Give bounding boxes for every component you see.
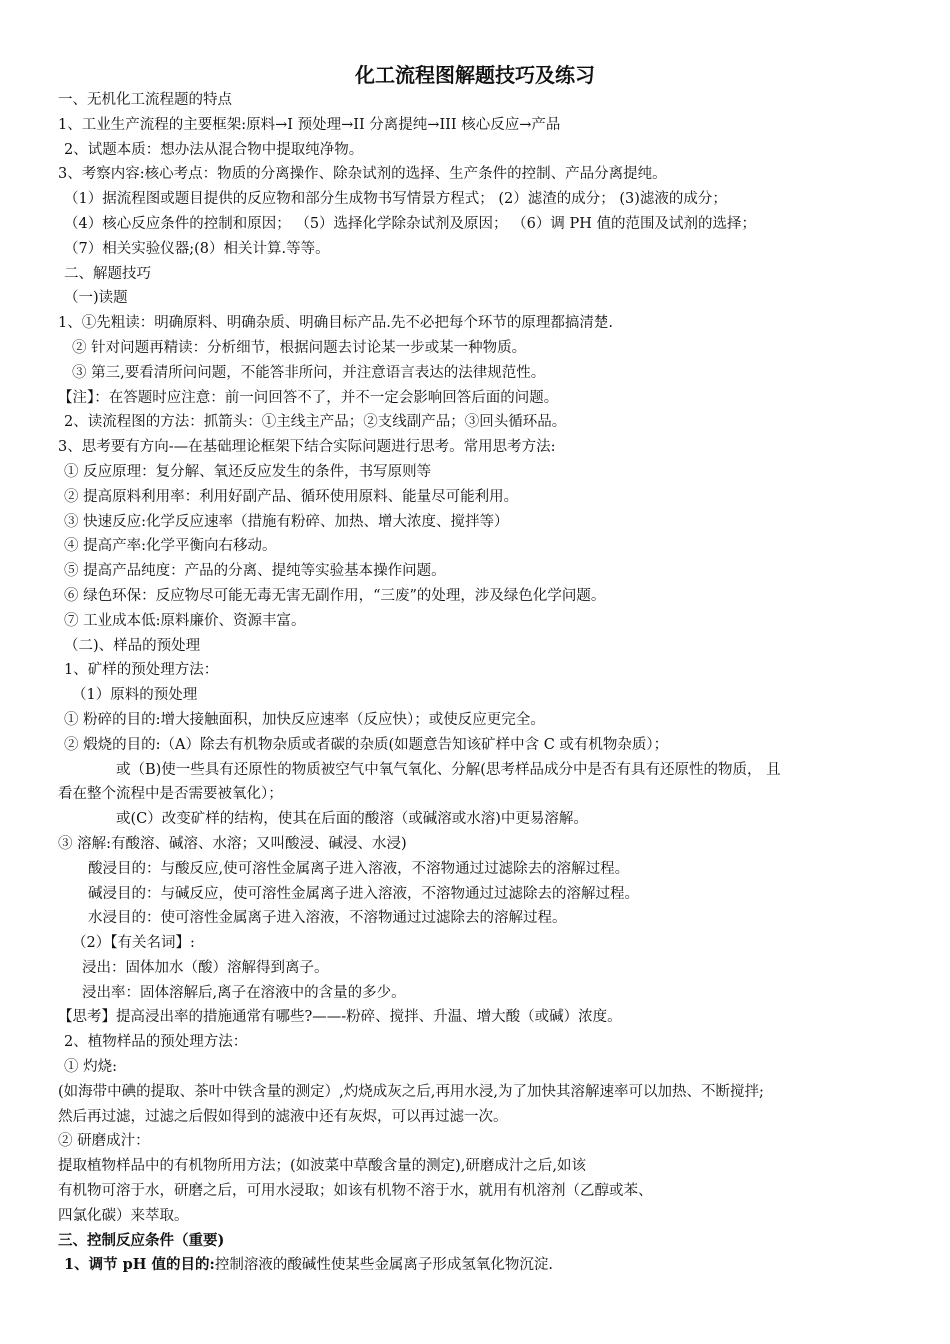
text-line: 3、思考要有方向-—在基础理论框架下结合实际问题进行思考。常用思考方法: (58, 439, 556, 456)
text-line: 2、试题本质：想办法从混合物中提取纯净物。 (64, 141, 364, 158)
text-line: ② 研磨成汁： (58, 1133, 150, 1150)
text-line: 二、解题技巧 (64, 265, 151, 282)
text-line: （1）据流程图或题目提供的反应物和部分生成物书写情景方程式； (2）滤渣的成分； (3)滤液的成分； (64, 191, 727, 208)
text-line: 或（B)使一些具有还原性的物质被空气中氧气氧化、分解(思考样品成分中是否有具有还原性的物质， 且 (116, 761, 781, 778)
text-line: 1、工业生产流程的主要框架:原料→I 预处理→II 分离提纯→III 核心反应→产品 (58, 116, 561, 133)
text-line: 一、无机化工流程题的特点 (58, 92, 232, 108)
text-line: 浸出：固体加水（酸）溶解得到离子。 (82, 959, 329, 976)
text-line: 1、①先粗读：明确原料、明确杂质、明确目标产品.先不必把每个环节的原理都搞清楚. (58, 315, 613, 332)
text-line: ④ 提高产率:化学平衡向右移动。 (64, 538, 277, 555)
text-line: (如海带中碘的提取、茶叶中铁含量的测定）,灼烧成灰之后,再用水浸,为了加快其溶解速率可以加热、不断搅拌; (58, 1083, 764, 1100)
text-line: 2、植物样品的预处理方法： (64, 1034, 248, 1051)
text-line: 然后再过滤，过滤之后假如得到的滤液中还有灰烬，可以再过滤一次。 (58, 1108, 508, 1125)
text-line: 【思考】提高浸出率的措施通常有哪些?——-粉碎、搅拌、升温、增大酸（或碱）浓度。 (58, 1009, 622, 1026)
text-line: ⑥ 绿色环保：反应物尽可能无毒无害无副作用，“三废”的处理，涉及绿色化学问题。 (64, 587, 606, 604)
text-line: （1）原料的预处理 (72, 687, 198, 704)
text-line: 浸出率：固体溶解后,离子在溶液中的含量的多少。 (82, 984, 406, 1001)
text-line: 看在整个流程中是否需要被氧化）； (58, 786, 283, 803)
document-body (58, 88, 898, 1278)
text-line: ③ 溶解:有酸溶、碱溶、水溶；又叫酸浸、碱浸、水浸) (58, 835, 407, 852)
text-line: 提取植物样品中的有机物所用方法；(如波菜中草酸含量的测定),研磨成汁之后,如该 (58, 1158, 587, 1175)
text-line: ① 灼烧: (64, 1059, 117, 1076)
text-line: 【注】：在答题时应注意：前一问回答不了，并不一定会影响回答后面的问题。 (58, 389, 559, 406)
text-line: （4）核心反应条件的控制和原因； （5）选择化学除杂试剂及原因； （6）调 PH 值的范围及试剂的选择； (64, 215, 757, 232)
text-line: 酸浸目的：与酸反应,使可溶性金属离子进入溶液，不溶物通过过滤除去的溶解过程。 (88, 860, 630, 877)
text-line: ② 提高原料利用率：利用好副产品、循环使用原料、能量尽可能利用。 (64, 488, 519, 505)
text-line: ③ 快速反应:化学反应速率（措施有粉碎、加热、增大浓度、搅拌等） (64, 513, 509, 530)
text-line: ② 煅烧的目的:（A）除去有机物杂质或者碳的杂质(如题意告知该矿样中含 C 或有机物杂质）； (64, 736, 669, 753)
text-line: ③ 第三,要看清所问问题，不能答非所问，并注意语言表达的法律规范性。 (72, 364, 546, 381)
text-line: （二)、样品的预处理 (64, 637, 201, 654)
text-line: （一)读题 (64, 290, 128, 307)
text-line: 或(C）改变矿样的结构，使其在后面的酸溶（或碱溶或水溶)中更易溶解。 (116, 811, 588, 828)
text-line: ⑦ 工业成本低:原料廉价、资源丰富。 (64, 612, 306, 629)
text-line: ① 粉碎的目的:增大接触面积，加快反应速率（反应快）；或使反应更完全。 (64, 711, 545, 728)
text-line: 3、考察内容:核心考点：物质的分离操作、除杂试剂的选择、生产条件的控制、产品分离提纯。 (58, 166, 667, 183)
text-line: ② 针对问题再精读：分析细节，根据问题去讨论某一步或某一种物质。 (72, 339, 527, 356)
text-line: ⑤ 提高产品纯度：产品的分离、提纯等实验基本操作问题。 (64, 563, 446, 580)
text-span: 1、调节 pH 值的目的: (64, 1256, 215, 1274)
text-line: 碱浸目的：与碱反应，使可溶性金属离子进入溶液，不溶物通过过滤除去的溶解过程。 (88, 885, 639, 902)
text-line: 有机物可溶于水，研磨之后，可用水浸取；如该有机物不溶于水，就用有机溶剂（乙醇或苯、 (58, 1183, 653, 1200)
text-line: （2）【有关名词】: (72, 935, 195, 952)
text-line: 四氯化碳）来萃取。 (58, 1207, 189, 1224)
text-line: 三、控制反应条件（重要) (58, 1231, 225, 1249)
text-line (58, 1253, 898, 1278)
text-line: 水浸目的：使可溶性金属离子进入溶液，不溶物通过过滤除去的溶解过程。 (88, 910, 567, 927)
text-line: ① 反应原理：复分解、氧还反应发生的条件，书写原则等 (64, 463, 432, 480)
text-span: 控制溶液的酸碱性使某些金属离子形成氢氧化物沉淀. (214, 1257, 553, 1274)
text-line: 2、读流程图的方法：抓箭头：①主线主产品；②支线副产品；③回头循环品。 (64, 414, 567, 431)
text-line: 1、矿样的预处理方法： (64, 662, 219, 679)
document-title: 化工流程图解题技巧及练习 (355, 63, 595, 87)
text-line: （7）相关实验仪器;(8）相关计算.等等。 (64, 240, 330, 257)
